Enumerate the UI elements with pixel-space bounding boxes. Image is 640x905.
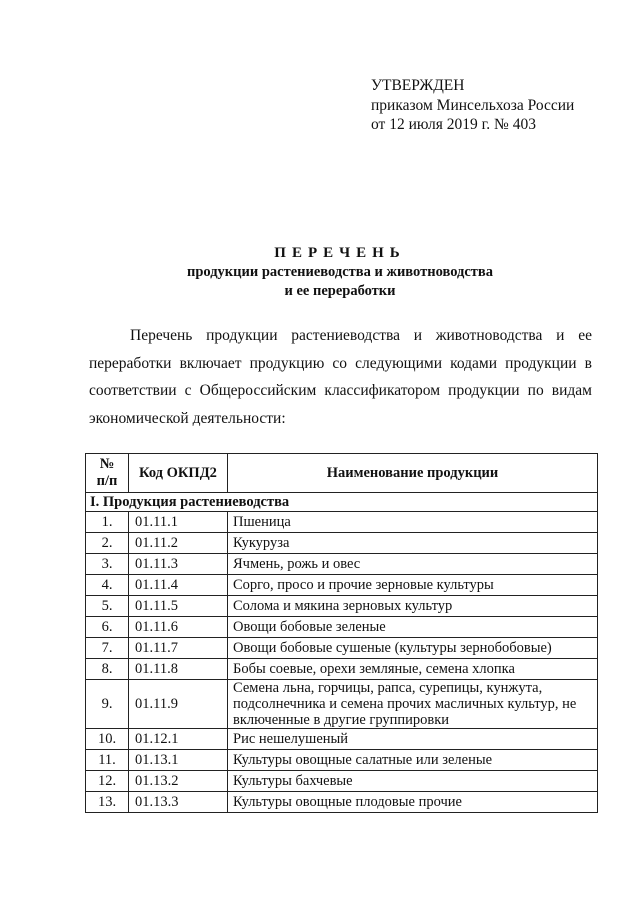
table-row [86,771,598,792]
row-name: Бобы соевые, орехи земляные, семена хлопка [228,659,598,680]
products-table [85,453,598,813]
row-code: 01.13.3 [129,792,228,813]
header-number-abbrev: п/п [96,473,118,489]
row-number: 12. [86,771,129,792]
header-number [86,454,129,493]
approval-title: УТВЕРЖДЕН [371,77,465,94]
row-code: 01.11.6 [129,617,228,638]
row-number: 1. [86,512,129,533]
header-name: Наименование продукции [228,454,598,493]
row-name: Семена льна, горчицы, рапса, сурепицы, кунжута, подсолнечника и семена прочих масличных культур, не включенные в другие группировки [228,680,598,729]
table-row [86,617,598,638]
row-number: 2. [86,533,129,554]
row-number: 4. [86,575,129,596]
row-name: Ячмень, рожь и овес [228,554,598,575]
row-code: 01.11.5 [129,596,228,617]
document-title [90,244,590,301]
row-number: 7. [86,638,129,659]
row-number: 10. [86,729,129,750]
table-row [86,729,598,750]
row-name: Пшеница [228,512,598,533]
row-code: 01.11.9 [129,680,228,729]
row-name: Солома и мякина зерновых культур [228,596,598,617]
row-name: Культуры бахчевые [228,771,598,792]
row-number: 3. [86,554,129,575]
title-subtitle-1: продукции растениеводства и животноводства [186,264,494,280]
table-row [86,680,598,729]
row-name: Овощи бобовые зеленые [228,617,598,638]
approval-stamp [371,76,574,135]
section-row [86,493,598,512]
table-row [86,554,598,575]
title-main: ПЕРЕЧЕНЬ [274,245,406,261]
table-row [86,638,598,659]
row-name: Овощи бобовые сушеные (культуры зернобобовые) [228,638,598,659]
row-number: 13. [86,792,129,813]
row-code: 01.12.1 [129,729,228,750]
table-row [86,659,598,680]
row-code: 01.11.8 [129,659,228,680]
section-title: I. Продукция растениеводства [86,493,598,512]
row-code: 01.13.1 [129,750,228,771]
header-number-symbol: № [99,456,115,472]
row-name: Кукуруза [228,533,598,554]
table-row [86,596,598,617]
title-subtitle-2: и ее переработки [284,283,396,299]
row-code: 01.11.7 [129,638,228,659]
row-code: 01.13.2 [129,771,228,792]
row-name: Рис нешелушеный [228,729,598,750]
row-number: 5. [86,596,129,617]
row-name: Сорго, просо и прочие зерновые культуры [228,575,598,596]
row-code: 01.11.4 [129,575,228,596]
table-row [86,575,598,596]
row-name: Культуры овощные плодовые прочие [228,792,598,813]
table-row [86,792,598,813]
approval-date: от 12 июля 2019 г. № 403 [371,116,536,133]
row-code: 01.11.2 [129,533,228,554]
row-number: 9. [86,680,129,729]
row-number: 8. [86,659,129,680]
row-name: Культуры овощные салатные или зеленые [228,750,598,771]
row-number: 11. [86,750,129,771]
table-row [86,750,598,771]
row-code: 01.11.1 [129,512,228,533]
row-code: 01.11.3 [129,554,228,575]
table-row [86,512,598,533]
header-code: Код ОКПД2 [129,454,228,493]
approval-order: приказом Минсельхоза России [371,96,575,114]
table-row [86,533,598,554]
row-number: 6. [86,617,129,638]
intro-paragraph: Перечень продукции растениеводства и животноводства и ее переработки включает продукцию со следующими кодами продукции в соответствии с Общероссийским классификатором продукции по видам экономической деятельности: [89,327,592,427]
table-header-row [86,454,598,493]
